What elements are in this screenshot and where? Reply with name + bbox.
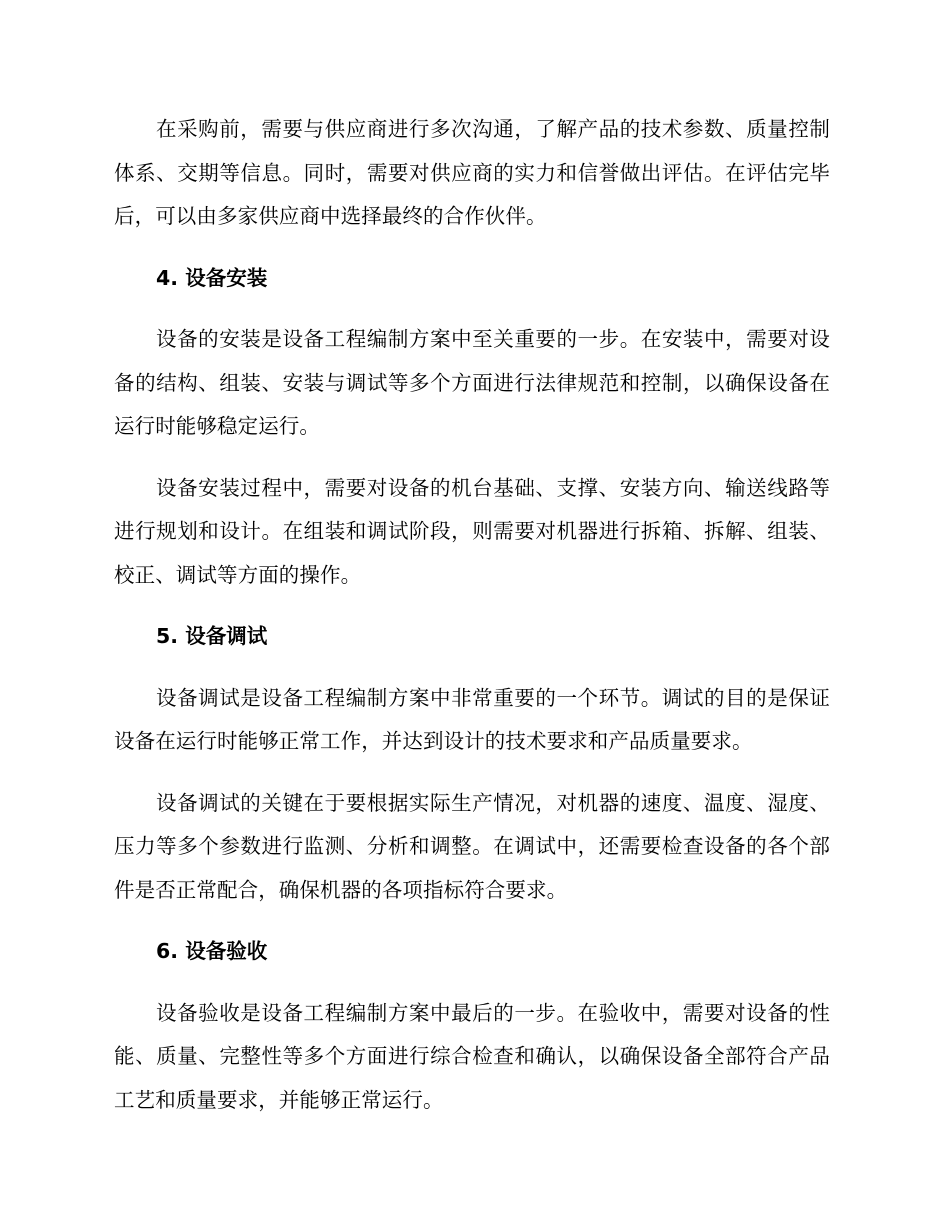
paragraph-commissioning-overview: 设备调试是设备工程编制方案中非常重要的一个环节。调试的目的是保证设备在运行时能够正常工作，并达到设计的技术要求和产品质量要求。 xyxy=(114,685,830,753)
section-heading-equipment-acceptance: 6. 设备验收 xyxy=(156,939,268,963)
paragraph-commissioning-key-points: 设备调试的关键在于要根据实际生产情况，对机器的速度、温度、湿度、压力等多个参数进行监测、分析和调整。在调试中，还需要检查设备的各个部件是否正常配合，确保机器的各项指标符合要求。 xyxy=(114,790,830,902)
paragraph-procurement-communication: 在采购前，需要与供应商进行多次沟通，了解产品的技术参数、质量控制体系、交期等信息。同时，需要对供应商的实力和信誉做出评估。在评估完毕后，可以由多家供应商中选择最终的合作伙伴。 xyxy=(114,117,830,228)
paragraph-installation-process: 设备安装过程中，需要对设备的机台基础、支撑、安装方向、输送线路等进行规划和设计。在组装和调试阶段，则需要对机器进行拆箱、拆解、组装、校正、调试等方面的操作。 xyxy=(114,475,830,587)
paragraph-installation-overview: 设备的安装是设备工程编制方案中至关重要的一步。在安装中，需要对设备的结构、组装、安装与调试等多个方面进行法律规范和控制，以确保设备在运行时能够稳定运行。 xyxy=(114,327,830,438)
paragraph-acceptance-overview: 设备验收是设备工程编制方案中最后的一步。在验收中，需要对设备的性能、质量、完整性等多个方面进行综合检查和确认，以确保设备全部符合产品工艺和质量要求，并能够正常运行。 xyxy=(114,1000,830,1112)
section-heading-equipment-installation: 4. 设备安装 xyxy=(156,265,268,290)
document-page xyxy=(114,108,830,1140)
section-heading-equipment-commissioning: 5. 设备调试 xyxy=(156,624,268,648)
